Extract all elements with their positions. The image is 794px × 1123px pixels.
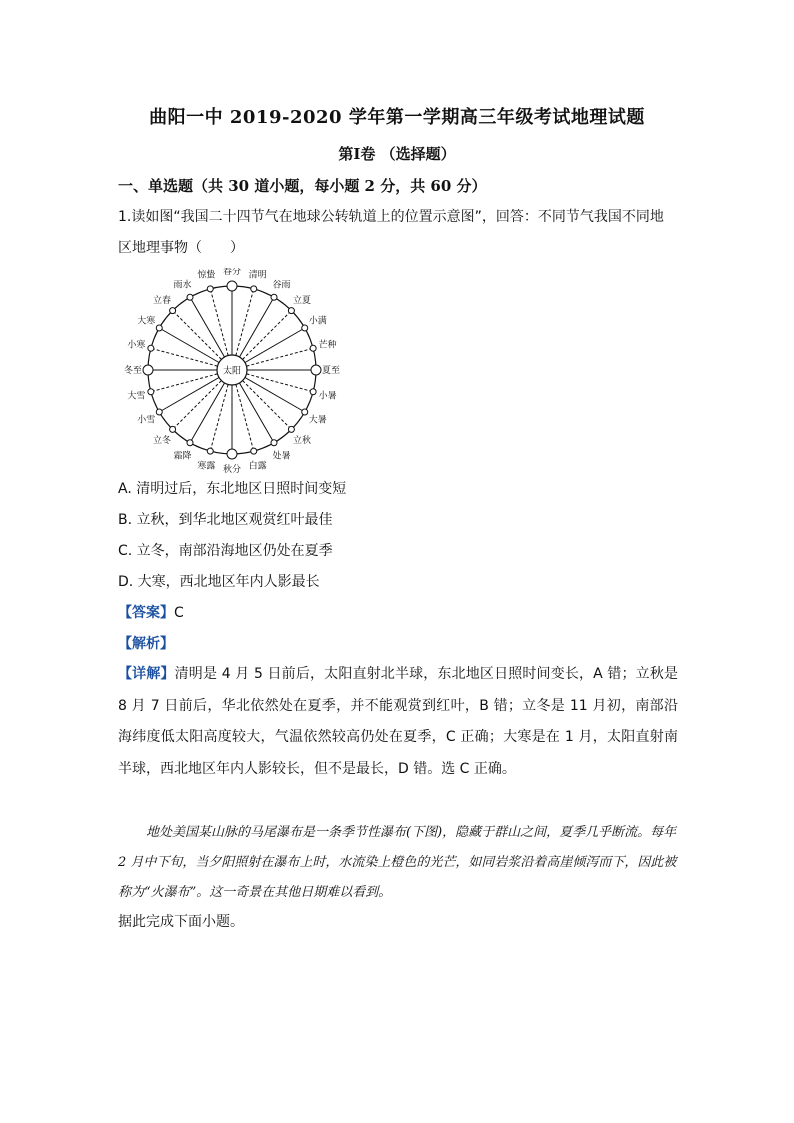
page-title: 曲阳一中 2019-2020 学年第一学期高三年级考试地理试题: [149, 107, 645, 128]
earth-position-dot: [302, 325, 308, 331]
detail-paragraph: [118, 659, 678, 785]
solar-term-label: 大雪: [127, 391, 146, 402]
solar-term-label: 小满: [308, 316, 327, 327]
earth-position-dot: [288, 308, 294, 314]
option-b: B. 立秋，到华北地区观赏红叶最佳: [118, 512, 333, 528]
orbit-ray: [245, 378, 305, 413]
solar-term-label: 大寒: [137, 316, 156, 327]
solar-term-label: 冬至: [123, 366, 143, 376]
option-a: A. 清明过后，东北地区日照时间变短: [118, 481, 347, 497]
orbit-ray: [245, 328, 305, 363]
solar-term-label: 霜降: [173, 451, 192, 462]
solar-term-label: 处暑: [272, 451, 291, 462]
solar-terms-diagram: [118, 268, 354, 474]
solar-term-label: 小雪: [137, 415, 156, 426]
orbit-ray: [236, 289, 254, 356]
earth-position-dot: [170, 308, 176, 314]
solar-term-label: 立冬: [152, 436, 172, 447]
solar-term-label: 大暑: [308, 415, 327, 426]
analysis-line: [118, 633, 174, 653]
orbit-ray: [240, 297, 275, 357]
solar-term-label: 谷雨: [272, 280, 291, 291]
solar-term-label: 雨水: [173, 280, 192, 291]
passage-follow: 据此完成下面小题。: [118, 914, 244, 930]
earth-position-dot: [187, 440, 193, 446]
earth-position-dot: [302, 409, 308, 415]
solar-term-label: 立春: [152, 295, 172, 306]
earth-position-dot: [170, 426, 176, 432]
waterfall-passage: 地处美国某山脉的马尾瀑布是一条季节性瀑布(下图)，隐藏于群山之间，夏季几乎断流。每年 2 月中下旬，当夕阳照射在瀑布上时，水流染上橙色的光芒，如同岩浆沿着高崖倾泻而下，因此被称为“火瀑布”。这一奇景在其他日期难以看到。: [118, 825, 677, 900]
orbit-ray: [159, 378, 219, 413]
answer-line: [118, 602, 184, 622]
orbit-ray: [151, 348, 218, 366]
earth-position-dot: [271, 294, 277, 300]
solar-term-label: 寒露: [197, 461, 216, 472]
analysis-label: 【解析】: [118, 636, 174, 652]
answer-value: C: [174, 605, 184, 621]
earth-position-dot: [251, 286, 257, 292]
earth-position-dot: [310, 345, 316, 351]
solar-term-label: 立夏: [292, 295, 312, 306]
solar-term-label: 惊蛰: [197, 270, 216, 281]
answer-label: 【答案】: [118, 605, 174, 621]
solar-term-label: 白露: [248, 461, 267, 472]
earth-position-dot: [156, 409, 162, 415]
orbit-ray: [210, 384, 228, 451]
orbit-ray: [243, 381, 292, 430]
solar-term-label: 立秋: [292, 436, 312, 447]
orbit-ray: [240, 383, 275, 443]
solar-term-label: 芒种: [318, 340, 337, 351]
solar-term-label: 秋分: [222, 465, 242, 474]
solar-term-label: 小寒: [127, 340, 146, 351]
earth-position-dot: [148, 389, 154, 395]
orbit-ray: [159, 328, 219, 363]
orbit-ray: [173, 381, 222, 430]
orbit-ray: [210, 289, 228, 356]
orbit-ray: [246, 348, 313, 366]
solar-term-label: 春分: [222, 268, 242, 277]
earth-position-dot: [156, 325, 162, 331]
orbit-ray: [243, 311, 292, 360]
question-stem-line1: 1.读如图“我国二十四节气在地球公转轨道上的位置示意图”，回答：不同节气我国不同地: [118, 209, 664, 225]
solar-term-label: 小暑: [318, 391, 337, 402]
sun-label: 太阳: [222, 366, 242, 377]
solar-term-label: 清明: [248, 270, 267, 281]
orbit-ray: [190, 383, 225, 443]
earth-position-dot: [207, 286, 213, 292]
earth-position-dot: [148, 345, 154, 351]
earth-position-dot: [227, 281, 237, 291]
earth-position-dot: [311, 365, 321, 375]
orbit-ray: [246, 374, 313, 392]
earth-position-dot: [207, 448, 213, 454]
question-stem-line2: 区地理事物（ ）: [118, 240, 244, 256]
earth-position-dot: [227, 449, 237, 459]
earth-position-dot: [288, 426, 294, 432]
solar-term-label: 夏至: [321, 366, 341, 376]
earth-position-dot: [251, 448, 257, 454]
detail-text: 清明是 4 月 5 日前后，太阳直射北半球，东北地区日照时间变长，A 错；立秋是 8 月 7 日前后，华北依然处在夏季，并不能观赏到红叶，B 错；立冬是 11 月初，南部沿海纬度低太阳高度较大，气温依然较高仍处在夏季，C 正确；大寒是在 1 月，太阳直射南半球，西北地区年内人影较长，但不是最长，D 错。选 C 正确。: [118, 666, 679, 777]
option-d: D. 大寒，西北地区年内人影最长: [118, 574, 320, 590]
earth-position-dot: [187, 294, 193, 300]
orbit-ray: [151, 374, 218, 392]
orbit-ray: [236, 384, 254, 451]
option-c: C. 立冬，南部沿海地区仍处在夏季: [118, 543, 333, 559]
earth-position-dot: [310, 389, 316, 395]
section-title: 第Ⅰ卷 （选择题）: [338, 145, 456, 163]
part-heading: 一、单选题（共 30 道小题，每小题 2 分，共 60 分）: [118, 177, 487, 195]
earth-position-dot: [143, 365, 153, 375]
orbit-ray: [173, 311, 222, 360]
detail-label: 【详解】: [118, 666, 175, 682]
earth-position-dot: [271, 440, 277, 446]
orbit-ray: [190, 297, 225, 357]
